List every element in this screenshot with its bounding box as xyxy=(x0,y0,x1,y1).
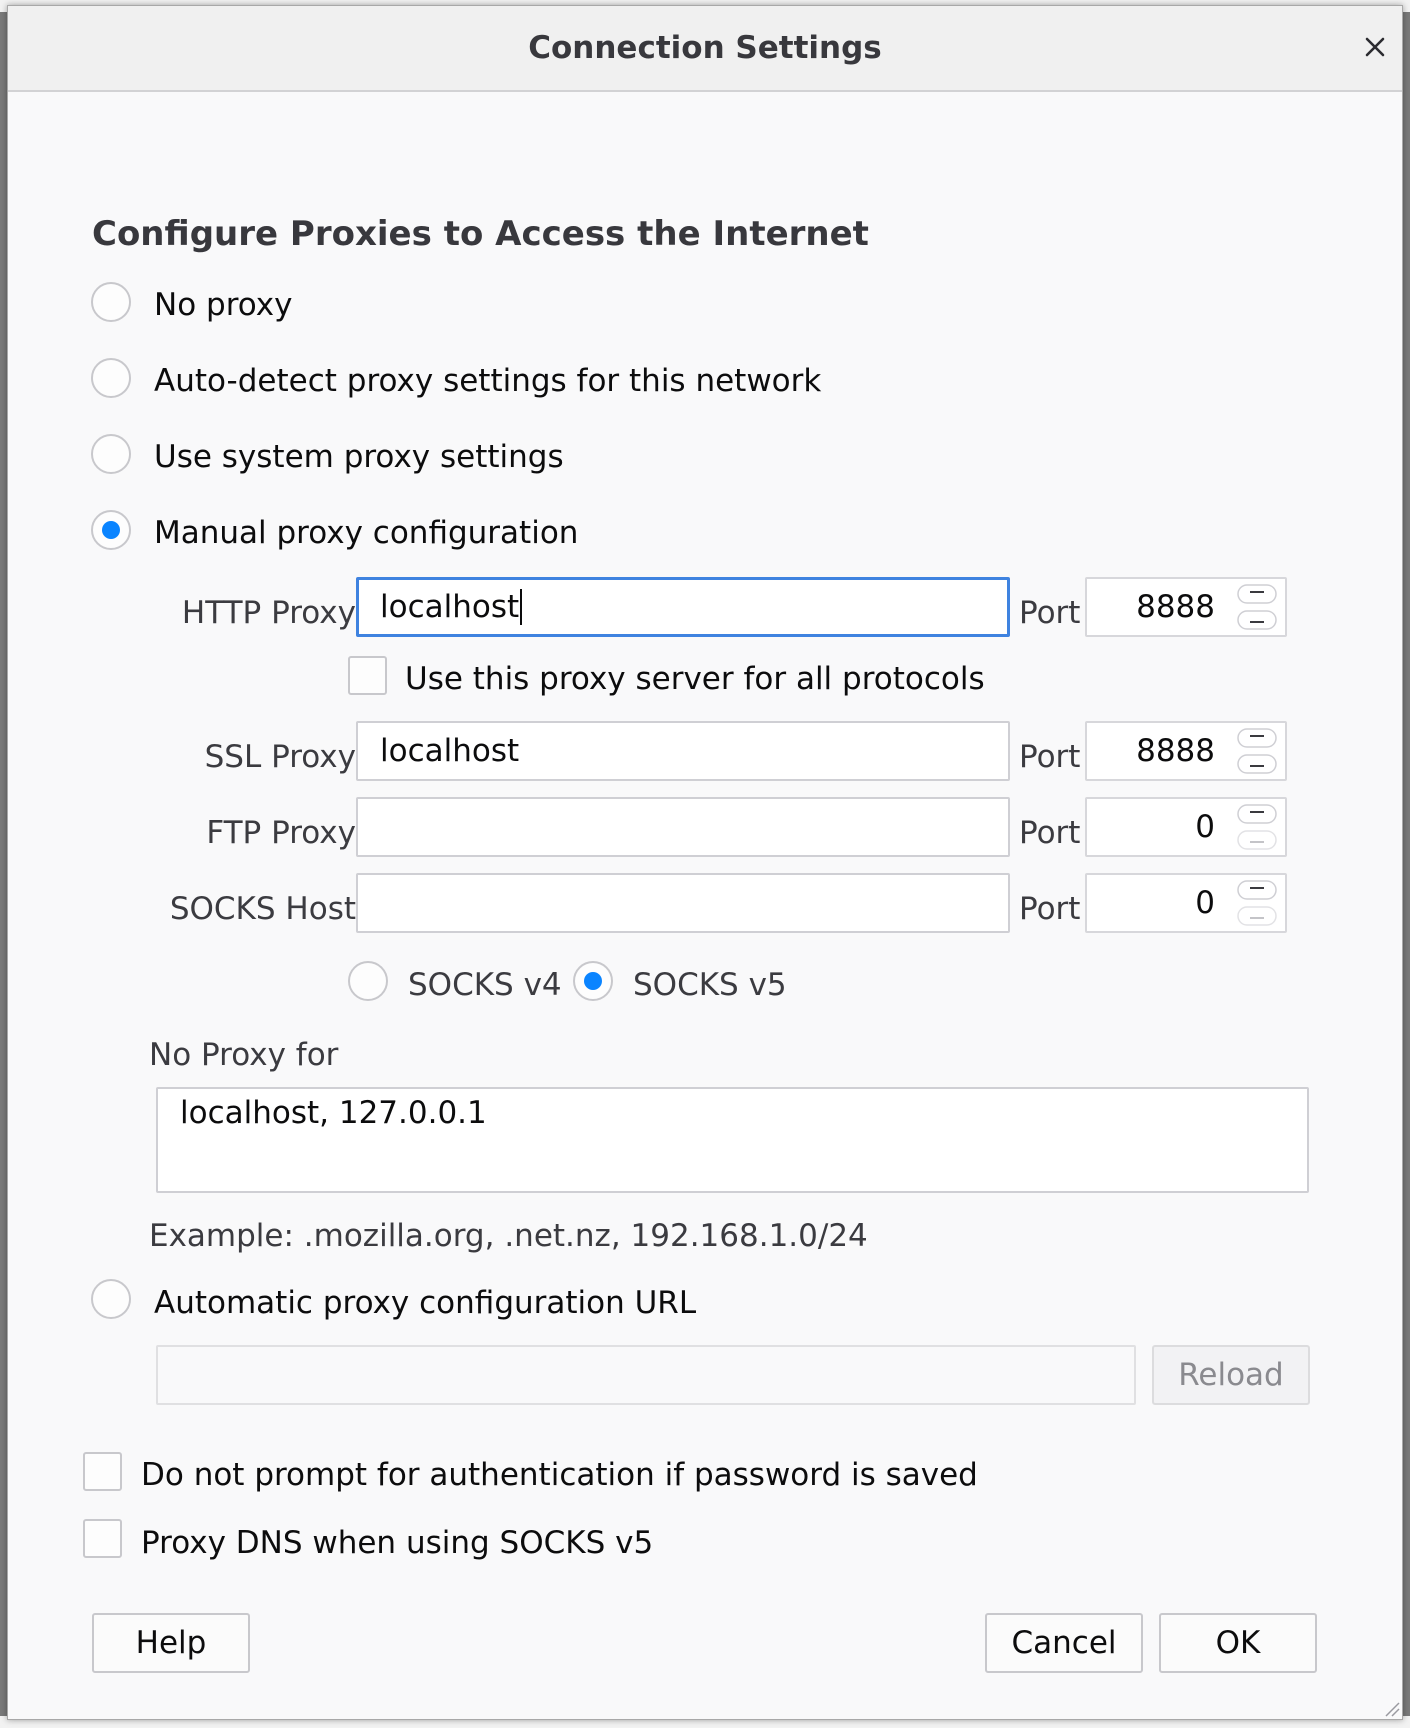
help-button[interactable] xyxy=(92,1613,250,1673)
use-for-all-protocols-label[interactable]: Use this proxy server for all protocols xyxy=(405,661,985,697)
socks-port-input[interactable] xyxy=(1085,873,1287,933)
radio-auto-proxy-url[interactable] xyxy=(91,1279,131,1319)
dialog-titlebar xyxy=(8,6,1402,92)
ssl-proxy-label: SSL Proxy xyxy=(204,739,356,775)
spin-down-icon[interactable] xyxy=(1237,610,1277,630)
socks-port-label: Port xyxy=(1019,891,1081,927)
auto-proxy-url-input[interactable] xyxy=(156,1345,1136,1405)
ftp-proxy-input[interactable] xyxy=(356,797,1010,857)
ssl-port-label: Port xyxy=(1019,739,1081,775)
reload-button-label: Reload xyxy=(1178,1357,1284,1393)
radio-socks-v4-label[interactable]: SOCKS v4 xyxy=(408,967,562,1003)
radio-auto-detect-label[interactable]: Auto-detect proxy settings for this network xyxy=(154,363,822,399)
spin-up-icon[interactable] xyxy=(1237,880,1277,900)
ftp-port-input[interactable] xyxy=(1085,797,1287,857)
http-proxy-label: HTTP Proxy xyxy=(181,595,356,631)
radio-manual-proxy-label[interactable]: Manual proxy configuration xyxy=(154,515,579,551)
text-caret xyxy=(520,589,522,625)
ssl-port-input[interactable] xyxy=(1085,721,1287,781)
dialog-title: Connection Settings xyxy=(528,30,882,66)
ssl-proxy-input[interactable] xyxy=(356,721,1010,781)
no-proxy-example-text: Example: .mozilla.org, .net.nz, 192.168.1.0/24 xyxy=(149,1218,868,1254)
connection-settings-dialog xyxy=(7,5,1403,1720)
close-icon[interactable] xyxy=(1360,32,1390,62)
use-for-all-protocols-checkbox[interactable] xyxy=(348,656,387,695)
spin-down-icon[interactable] xyxy=(1237,754,1277,774)
cancel-button-label: Cancel xyxy=(1011,1625,1117,1661)
radio-auto-detect[interactable] xyxy=(91,358,131,398)
no-proxy-for-value: localhost, 127.0.0.1 xyxy=(180,1095,487,1131)
socks-host-label: SOCKS Host xyxy=(169,891,356,927)
ftp-port-value: 0 xyxy=(1195,809,1215,845)
http-proxy-value: localhost xyxy=(380,589,520,625)
ok-button-label: OK xyxy=(1215,1625,1261,1661)
ftp-proxy-label: FTP Proxy xyxy=(206,815,356,851)
ssl-port-value: 8888 xyxy=(1136,733,1215,769)
no-proxy-for-textarea[interactable] xyxy=(156,1087,1309,1193)
cancel-button[interactable] xyxy=(985,1613,1143,1673)
no-proxy-for-label: No Proxy for xyxy=(149,1037,339,1073)
no-auth-prompt-label[interactable]: Do not prompt for authentication if password is saved xyxy=(141,1457,978,1493)
reload-button[interactable] xyxy=(1152,1345,1310,1405)
radio-selected-dot xyxy=(584,972,602,990)
radio-socks-v5-label[interactable]: SOCKS v5 xyxy=(633,967,787,1003)
proxy-dns-label[interactable]: Proxy DNS when using SOCKS v5 xyxy=(141,1525,654,1561)
radio-socks-v4[interactable] xyxy=(348,961,388,1001)
http-port-label: Port xyxy=(1019,595,1081,631)
proxy-dns-checkbox[interactable] xyxy=(83,1519,122,1558)
resize-grip-icon[interactable] xyxy=(1378,1695,1400,1717)
section-heading: Configure Proxies to Access the Internet xyxy=(92,214,869,254)
spin-up-icon[interactable] xyxy=(1237,584,1277,604)
ssl-proxy-value: localhost xyxy=(380,733,520,769)
radio-no-proxy-label[interactable]: No proxy xyxy=(154,287,293,323)
spin-down-icon[interactable] xyxy=(1237,906,1277,926)
radio-manual-proxy[interactable] xyxy=(91,510,131,550)
spin-down-icon[interactable] xyxy=(1237,830,1277,850)
radio-system-proxy[interactable] xyxy=(91,434,131,474)
spin-up-icon[interactable] xyxy=(1237,728,1277,748)
ok-button[interactable] xyxy=(1159,1613,1317,1673)
radio-selected-dot xyxy=(102,521,120,539)
socks-port-value: 0 xyxy=(1195,885,1215,921)
radio-auto-proxy-url-label[interactable]: Automatic proxy configuration URL xyxy=(154,1285,697,1321)
http-port-value: 8888 xyxy=(1136,589,1215,625)
http-proxy-input[interactable] xyxy=(356,577,1010,637)
no-auth-prompt-checkbox[interactable] xyxy=(83,1452,122,1491)
ftp-port-label: Port xyxy=(1019,815,1081,851)
radio-system-proxy-label[interactable]: Use system proxy settings xyxy=(154,439,564,475)
http-port-input[interactable] xyxy=(1085,577,1287,637)
spin-up-icon[interactable] xyxy=(1237,804,1277,824)
radio-socks-v5[interactable] xyxy=(573,961,613,1001)
socks-host-input[interactable] xyxy=(356,873,1010,933)
radio-no-proxy[interactable] xyxy=(91,282,131,322)
help-button-label: Help xyxy=(135,1625,207,1661)
